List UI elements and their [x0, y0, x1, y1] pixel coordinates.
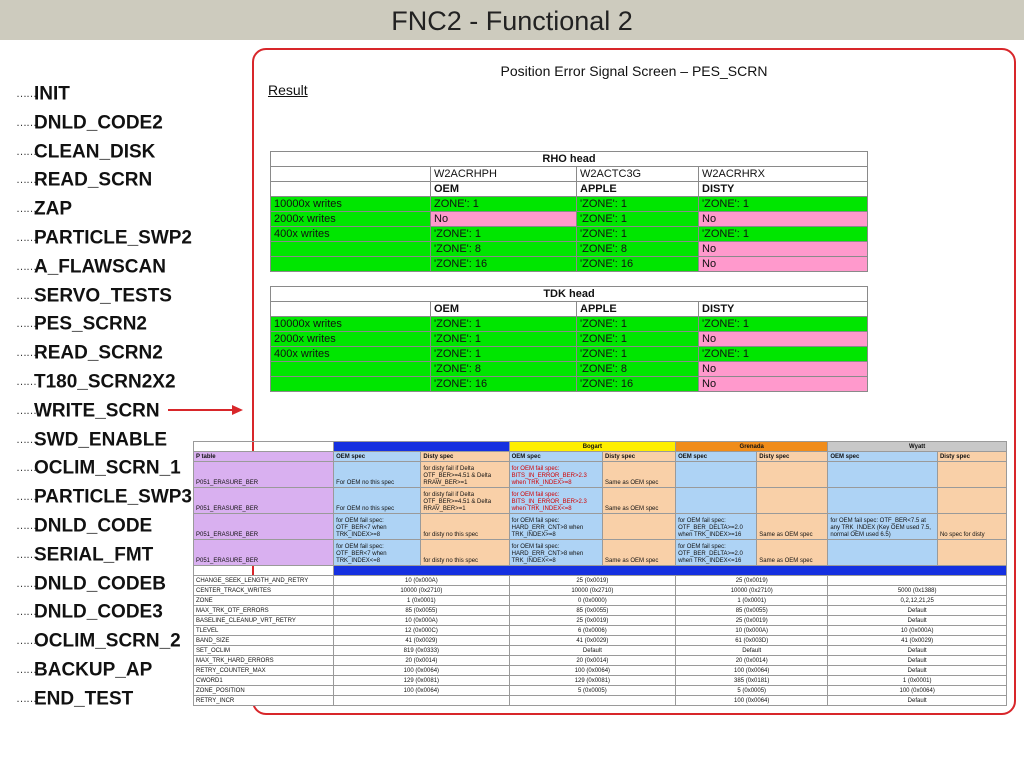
param-value: 0 (0x0000)	[509, 596, 675, 606]
param-row	[194, 606, 1007, 616]
param-value: 85 (0x0055)	[334, 606, 510, 616]
table-title-row	[271, 287, 868, 302]
spec-cell: Same as OEM spec	[603, 540, 676, 566]
step-item	[16, 109, 192, 138]
step-dots: ……	[16, 663, 36, 676]
result-cell: No	[699, 257, 868, 272]
disty-spec-header: Disty spec	[603, 452, 676, 462]
step-item	[16, 80, 192, 109]
param-row	[194, 596, 1007, 606]
result-cell: 'ZONE': 8	[431, 362, 577, 377]
spec-cell: for OEM fail spec: BITS_IN_ERROR_BER>2.3 when TRK_INDEX>=8	[509, 462, 602, 488]
param-value: 25 (0x0019)	[509, 616, 675, 626]
param-value: 85 (0x0055)	[676, 606, 828, 616]
row-label: 10000x writes	[271, 317, 431, 332]
result-cell: 'ZONE': 16	[577, 257, 699, 272]
result-cell: 'ZONE': 1	[699, 347, 868, 362]
spec-cell	[603, 514, 676, 540]
customer-row	[271, 302, 868, 317]
step-dots: ……	[16, 635, 36, 648]
spec-cell: for OEM fail spec: HARD_ERR_CNT>8 when TRK_INDEX<=8	[509, 540, 602, 566]
result-cell: 'ZONE': 1	[577, 197, 699, 212]
step-item	[16, 166, 192, 195]
step-item	[16, 224, 192, 253]
param-row	[194, 676, 1007, 686]
result-row	[271, 347, 868, 362]
customer-header: OEM	[431, 182, 577, 197]
drive-serial: W2ACTC3G	[577, 167, 699, 182]
step-dots: ……	[16, 433, 36, 446]
spec-label: P051_ERASURE_BER	[194, 540, 334, 566]
result-cell: ZONE': 1	[431, 197, 577, 212]
spec-cell	[937, 462, 1006, 488]
param-value: 1 (0x0001)	[334, 596, 510, 606]
param-value: 12 (0x000C)	[334, 626, 510, 636]
param-value: 100 (0x0064)	[828, 686, 1007, 696]
customer-header: DISTY	[699, 302, 868, 317]
blank-cell	[271, 167, 431, 182]
rho-head-table	[270, 151, 868, 272]
spec-cell: No spec for disty	[937, 514, 1006, 540]
spec-cell: Same as OEM spec	[757, 540, 828, 566]
step-label: CLEAN_DISK	[34, 141, 156, 163]
param-value: 100 (0x0064)	[676, 666, 828, 676]
param-value: 10 (0x000A)	[828, 626, 1007, 636]
param-name: TLEVEL	[194, 626, 334, 636]
spec-cell: Same as OEM spec	[603, 462, 676, 488]
step-item	[16, 598, 192, 627]
step-label: DNLD_CODE2	[34, 112, 163, 134]
result-row	[271, 212, 868, 227]
step-dots: ……	[16, 174, 36, 187]
step-label: DNLD_CODE	[34, 515, 153, 537]
result-cell: No	[699, 242, 868, 257]
step-dots: ……	[16, 231, 36, 244]
table-title: TDK head	[271, 287, 868, 302]
spec-cell: For OEM no this spec	[334, 462, 421, 488]
param-name: MAX_TRK_OTF_ERRORS	[194, 606, 334, 616]
test-step-list	[16, 80, 192, 714]
spec-cell	[757, 488, 828, 514]
param-row	[194, 686, 1007, 696]
param-value: 1 (0x0001)	[828, 676, 1007, 686]
spec-cell: For OEM no this spec	[334, 488, 421, 514]
spec-cell	[757, 462, 828, 488]
step-item	[16, 627, 192, 656]
param-value: 10 (0x000A)	[676, 626, 828, 636]
result-row	[271, 317, 868, 332]
spec-cell: for OEM fail spec: BITS_IN_ERROR_BER>2.3 when TRK_INDEX<=8	[509, 488, 602, 514]
result-cell: 'ZONE': 1	[431, 227, 577, 242]
step-label: READ_SCRN2	[34, 342, 163, 364]
param-value: 5000 (0x1388)	[828, 586, 1007, 596]
step-dots: ……	[16, 145, 36, 158]
param-row	[194, 616, 1007, 626]
spec-cell: Same as OEM spec	[603, 488, 676, 514]
spec-cell: for disty no this spec	[421, 540, 509, 566]
blank-cell	[271, 182, 431, 197]
param-row	[194, 626, 1007, 636]
param-value: 10 (0x000A)	[334, 616, 510, 626]
step-item	[16, 570, 192, 599]
result-cell: 'ZONE': 8	[431, 242, 577, 257]
result-row	[271, 242, 868, 257]
result-cell: 'ZONE': 8	[577, 242, 699, 257]
step-dots: ……	[16, 116, 36, 129]
step-label: ZAP	[34, 198, 72, 220]
step-label: OCLIM_SCRN_2	[34, 630, 181, 652]
spec-row	[194, 462, 1007, 488]
spec-cell: for OEM fail spec: OTF_BER_DELTA>=2.0 when TRK_INDEX>=16	[676, 514, 757, 540]
oem-spec-header: OEM spec	[334, 452, 421, 462]
step-item	[16, 195, 192, 224]
param-value: Default	[676, 646, 828, 656]
param-value: 100 (0x0064)	[334, 666, 510, 676]
result-row	[271, 197, 868, 212]
param-name: RETRY_INCR	[194, 696, 334, 706]
param-name: RETRY_COUNTER_MAX	[194, 666, 334, 676]
spec-label: P051_ERASURE_BER	[194, 488, 334, 514]
step-dots: ……	[16, 318, 36, 331]
row-label	[271, 242, 431, 257]
param-value: 10000 (0x2710)	[676, 586, 828, 596]
step-label: SERIAL_FMT	[34, 544, 154, 566]
step-dots: ……	[16, 519, 36, 532]
table-title-row	[271, 152, 868, 167]
spec-cell: for disty no this spec	[421, 514, 509, 540]
step-dots: ……	[16, 203, 36, 216]
result-cell: 'ZONE': 1	[577, 332, 699, 347]
step-label: BACKUP_AP	[34, 659, 153, 681]
result-cell: 'ZONE': 1	[577, 212, 699, 227]
spec-cell	[828, 488, 938, 514]
param-row	[194, 696, 1007, 706]
param-value: 100 (0x0064)	[334, 686, 510, 696]
param-value: 10 (0x000A)	[334, 576, 510, 586]
param-value: 10000 (0x2710)	[334, 586, 510, 596]
param-name: BAND_SIZE	[194, 636, 334, 646]
spec-cell	[676, 488, 757, 514]
param-value: 20 (0x0014)	[334, 656, 510, 666]
step-item	[16, 426, 192, 455]
result-cell: 'ZONE': 16	[577, 377, 699, 392]
product-row	[194, 442, 1007, 452]
param-name: CWORD1	[194, 676, 334, 686]
product-name: Grenada	[676, 442, 828, 452]
param-value: 0,2,12,21,25	[828, 596, 1007, 606]
blank-cell	[194, 442, 334, 452]
param-value: 85 (0x0055)	[509, 606, 675, 616]
param-value: 25 (0x0019)	[676, 616, 828, 626]
param-name: BASELINE_CLEANUP_VRT_RETRY	[194, 616, 334, 626]
row-label	[271, 257, 431, 272]
param-value: 41 (0x0029)	[828, 636, 1007, 646]
step-label: PARTICLE_SWP2	[34, 227, 193, 249]
drive-serial: W2ACRHRX	[699, 167, 868, 182]
arrow-right-icon	[168, 402, 244, 418]
spec-cell	[828, 540, 938, 566]
result-cell: 'ZONE': 1	[577, 227, 699, 242]
param-row	[194, 636, 1007, 646]
param-name: SET_OCLIM	[194, 646, 334, 656]
param-value: Default	[828, 656, 1007, 666]
param-row	[194, 576, 1007, 586]
result-cell: 'ZONE': 1	[577, 317, 699, 332]
tdk-head-table	[270, 286, 868, 392]
customer-row	[271, 182, 868, 197]
step-dots: ……	[16, 88, 36, 100]
row-label: 400x writes	[271, 347, 431, 362]
spec-cell: for OEM fail spec: HARD_ERR_CNT>8 when TRK_INDEX>=8	[509, 514, 602, 540]
param-name: ZONE	[194, 596, 334, 606]
step-dots: ……	[16, 375, 36, 388]
spec-cell: for disty fail if Delta OTF_BER>=4.51 & Delta RRAV_BER>=1	[421, 488, 509, 514]
result-cell: 'ZONE': 1	[699, 197, 868, 212]
step-label: A_FLAWSCAN	[34, 256, 166, 278]
param-value: Default	[509, 646, 675, 656]
param-value: 41 (0x0029)	[509, 636, 675, 646]
row-label	[271, 362, 431, 377]
step-item	[16, 339, 192, 368]
spec-cell: for OEM fail spec: OTF_BER_DELTA>=2.0 when TRK_INDEX<=16	[676, 540, 757, 566]
table-title: RHO head	[271, 152, 868, 167]
step-item	[16, 310, 192, 339]
param-value: 5 (0x0005)	[676, 686, 828, 696]
result-cell: 'ZONE': 1	[699, 317, 868, 332]
drive-row	[271, 167, 868, 182]
spec-header-row	[194, 452, 1007, 462]
step-dots: ……	[16, 462, 36, 475]
step-item	[16, 454, 192, 483]
result-row	[271, 332, 868, 347]
disty-spec-header: Disty spec	[757, 452, 828, 462]
step-item	[16, 282, 192, 311]
step-dots: ……	[16, 548, 36, 561]
slide-title: FNC2 - Functional 2	[391, 6, 633, 36]
param-value: 1 (0x0001)	[676, 596, 828, 606]
step-item	[16, 656, 192, 685]
param-value: 129 (0x0081)	[509, 676, 675, 686]
step-label: SWD_ENABLE	[34, 428, 168, 450]
param-row	[194, 586, 1007, 596]
title-bar	[0, 0, 1024, 40]
product-name	[334, 442, 510, 452]
param-value: Default	[828, 616, 1007, 626]
row-label: 2000x writes	[271, 212, 431, 227]
param-name: CENTER_TRACK_WRITES	[194, 586, 334, 596]
result-cell: 'ZONE': 16	[431, 377, 577, 392]
step-label: DNLD_CODEB	[34, 572, 166, 594]
step-dots: ……	[16, 404, 36, 417]
step-item	[16, 253, 192, 282]
step-item	[16, 685, 192, 714]
step-label: OCLIM_SCRN_1	[34, 457, 181, 479]
separator-bar	[334, 566, 1007, 576]
param-name: CHANGE_SEEK_LENGTH_AND_RETRY	[194, 576, 334, 586]
step-dots: ……	[16, 289, 36, 302]
spec-cell	[937, 488, 1006, 514]
param-value: 20 (0x0014)	[509, 656, 675, 666]
step-item	[16, 368, 192, 397]
spec-cell	[828, 462, 938, 488]
param-value: 25 (0x0019)	[676, 576, 828, 586]
step-label: END_TEST	[34, 688, 134, 710]
step-item	[16, 541, 192, 570]
customer-header: OEM	[431, 302, 577, 317]
param-value: 6 (0x0006)	[509, 626, 675, 636]
row-label: 400x writes	[271, 227, 431, 242]
step-dots: ……	[16, 347, 36, 360]
param-value: Default	[828, 696, 1007, 706]
separator-row	[194, 566, 1007, 576]
param-value	[828, 576, 1007, 586]
step-item	[16, 483, 192, 512]
step-label: PES_SCRN2	[34, 313, 147, 335]
result-cell: No	[699, 212, 868, 227]
step-dots: ……	[16, 692, 36, 705]
param-value: 100 (0x0064)	[509, 666, 675, 676]
param-value: 10000 (0x2710)	[509, 586, 675, 596]
step-item	[16, 397, 192, 426]
step-dots: ……	[16, 491, 36, 504]
result-cell: No	[699, 377, 868, 392]
customer-header: APPLE	[577, 182, 699, 197]
result-cell: 'ZONE': 1	[431, 347, 577, 362]
result-cell: No	[699, 362, 868, 377]
step-item	[16, 138, 192, 167]
step-dots: ……	[16, 260, 36, 273]
spec-cell: for OEM fail spec: OTF_BER<7 when TRK_INDEX>=8	[334, 514, 421, 540]
result-row	[271, 257, 868, 272]
spec-row	[194, 488, 1007, 514]
param-value: 100 (0x0064)	[676, 696, 828, 706]
result-row	[271, 377, 868, 392]
screen-subtitle: Position Error Signal Screen – PES_SCRN	[500, 63, 768, 79]
param-value: 41 (0x0029)	[334, 636, 510, 646]
step-label: WRITE_SCRN	[34, 400, 160, 422]
param-value	[509, 696, 675, 706]
result-cell: No	[699, 332, 868, 347]
param-row	[194, 656, 1007, 666]
oem-spec-header: OEM spec	[509, 452, 602, 462]
param-row	[194, 646, 1007, 656]
row-label: 10000x writes	[271, 197, 431, 212]
spec-cell: for OEM fail spec: OTF_BER<7.5 at any TRK_INDEX (Key OEM used 7.5, normal OEM used 6.5)	[828, 514, 938, 540]
param-value: 20 (0x0014)	[676, 656, 828, 666]
spec-label: P051_ERASURE_BER	[194, 514, 334, 540]
result-cell: No	[431, 212, 577, 227]
result-row	[271, 227, 868, 242]
result-label: Result	[268, 82, 308, 98]
spec-cell	[937, 540, 1006, 566]
spec-cell	[676, 462, 757, 488]
param-value: 385 (0x0181)	[676, 676, 828, 686]
param-value: 5 (0x0005)	[509, 686, 675, 696]
param-name: ZONE_POSITION	[194, 686, 334, 696]
result-cell: 'ZONE': 1	[431, 317, 577, 332]
step-label: SERVO_TESTS	[34, 285, 172, 306]
result-cell: 'ZONE': 1	[431, 332, 577, 347]
result-cell: 'ZONE': 1	[577, 347, 699, 362]
param-value: Default	[828, 606, 1007, 616]
step-label: PARTICLE_SWP3	[34, 486, 193, 508]
p-table-header: P table	[194, 452, 334, 462]
spec-table	[193, 441, 1007, 706]
product-name: Wyatt	[828, 442, 1007, 452]
row-label: 2000x writes	[271, 332, 431, 347]
result-cell: 'ZONE': 8	[577, 362, 699, 377]
disty-spec-header: Disty spec	[937, 452, 1006, 462]
spec-cell: for OEM fail spec: OTF_BER<7 when TRK_INDEX<=8	[334, 540, 421, 566]
oem-spec-header: OEM spec	[828, 452, 938, 462]
param-value: Default	[828, 666, 1007, 676]
param-row	[194, 666, 1007, 676]
disty-spec-header: Disty spec	[421, 452, 509, 462]
step-dots: ……	[16, 606, 36, 619]
step-label: T180_SCRN2X2	[34, 371, 176, 393]
spec-row	[194, 514, 1007, 540]
param-value	[334, 696, 510, 706]
param-name: MAX_TRK_HARD_ERRORS	[194, 656, 334, 666]
param-value: 61 (0x003D)	[676, 636, 828, 646]
blank-cell	[271, 302, 431, 317]
param-value: Default	[828, 646, 1007, 656]
param-value: 25 (0x0019)	[509, 576, 675, 586]
step-item	[16, 512, 192, 541]
step-dots: ……	[16, 577, 36, 590]
spec-row	[194, 540, 1007, 566]
step-label: INIT	[34, 83, 70, 105]
spec-cell: for disty fail if Delta OTF_BER>=4.51 & Delta RRAW_BER>=1	[421, 462, 509, 488]
result-cell: 'ZONE': 16	[431, 257, 577, 272]
result-cell: 'ZONE': 1	[699, 227, 868, 242]
drive-serial: W2ACRHPH	[431, 167, 577, 182]
param-value: 129 (0x0081)	[334, 676, 510, 686]
step-label: DNLD_CODE3	[34, 601, 163, 623]
separator-blank	[194, 566, 334, 576]
product-name: Bogart	[509, 442, 675, 452]
param-value: 819 (0x0333)	[334, 646, 510, 656]
customer-header: DISTY	[699, 182, 868, 197]
spec-cell: Same as OEM spec	[757, 514, 828, 540]
result-row	[271, 362, 868, 377]
step-label: READ_SCRN	[34, 169, 153, 191]
spec-label: P051_ERASURE_BER	[194, 462, 334, 488]
oem-spec-header: OEM spec	[676, 452, 757, 462]
row-label	[271, 377, 431, 392]
customer-header: APPLE	[577, 302, 699, 317]
